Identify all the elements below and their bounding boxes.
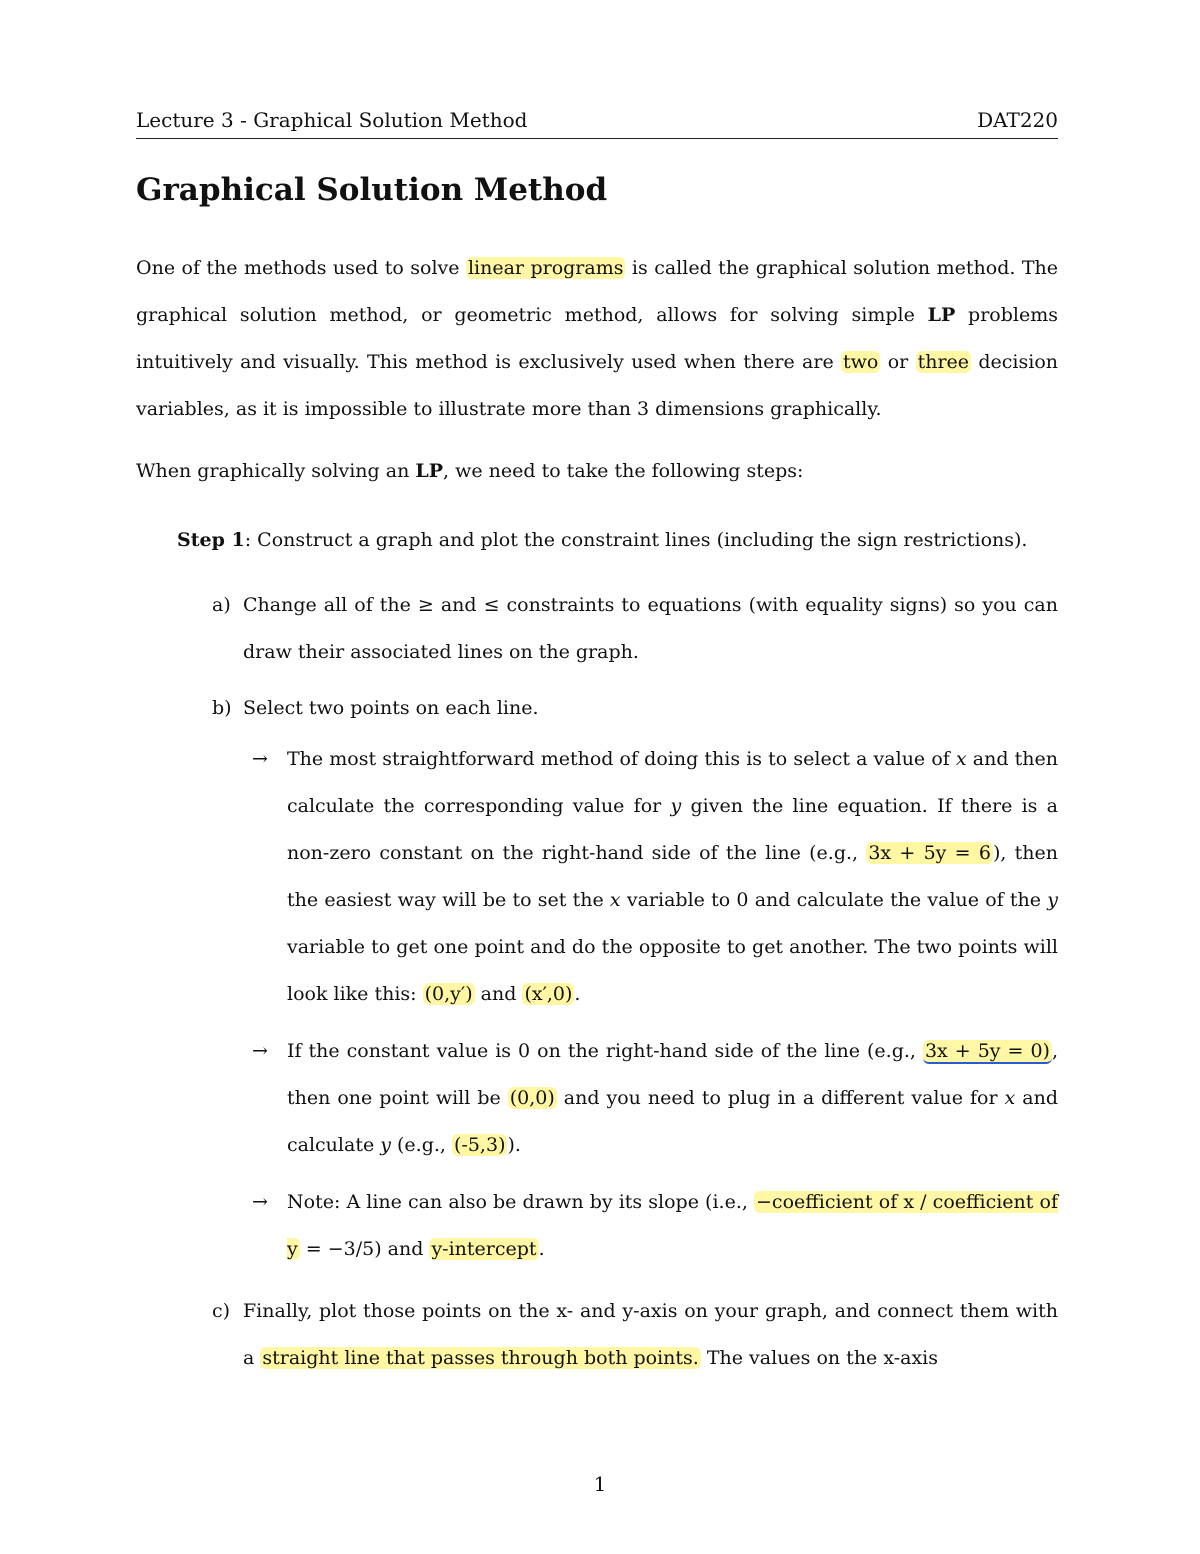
highlight-y-intercept: y-intercept <box>431 1238 537 1260</box>
steps-intro-bold-lp: LP <box>415 460 444 482</box>
highlight-two: two <box>843 351 879 373</box>
b3-text-2: = −3/5) and <box>299 1238 430 1260</box>
arrow-bullet-3-text <box>287 1179 1058 1273</box>
b1-var-y: y <box>670 795 682 817</box>
intro-text-4: or <box>880 351 916 373</box>
b1-text-5: variable to 0 and calculate the value of the <box>620 889 1048 911</box>
b2-text-2: , then one point will be <box>287 1040 1058 1109</box>
arrow-bullet-1-text <box>287 736 1058 1018</box>
highlight-linear-programs: linear programs <box>467 257 624 279</box>
list-marker-c: c) <box>212 1300 231 1322</box>
b2-var-x: x <box>1004 1087 1016 1109</box>
list-item-b-text: Select two points on each line. <box>243 697 539 719</box>
b1-var-x: x <box>955 748 967 770</box>
step-1 <box>177 520 1058 560</box>
steps-intro-paragraph <box>136 448 1058 495</box>
list-item-c <box>212 1288 1058 1382</box>
arrow-bullet-2 <box>252 1028 1058 1169</box>
intro-paragraph <box>136 245 1058 433</box>
b2-text-5: (e.g., <box>390 1134 453 1156</box>
b1-text-8: . <box>574 983 581 1005</box>
intro-bold-lp: LP <box>927 304 956 326</box>
list-item-b <box>212 685 1058 732</box>
step-1-label: Step 1 <box>177 529 245 551</box>
arrow-icon: → <box>252 748 268 770</box>
steps-intro-text-1: When graphically solving an <box>136 460 416 482</box>
page-number: 1 <box>593 1472 607 1496</box>
highlight-point-0-y: (0,y′) <box>424 983 473 1005</box>
arrow-icon: → <box>252 1191 268 1213</box>
header-left: Lecture 3 - Graphical Solution Method <box>136 108 528 132</box>
list-item-c-text <box>243 1288 1058 1382</box>
highlight-straight-line: straight line that passes through both points. <box>262 1347 699 1369</box>
b1-text-3: given the line equation. If there is a non-zero constant on the right-hand side of the line (e.g., <box>287 795 1058 864</box>
b3-text-3: . <box>538 1238 545 1260</box>
b1-var-y-2: y <box>1047 889 1058 911</box>
b1-text-7: and <box>474 983 523 1005</box>
arrow-icon: → <box>252 1040 268 1062</box>
arrow-bullet-1 <box>252 736 1058 1018</box>
intro-text-3: problems intuitively and visually. This method is exclusively used when there are <box>136 304 1058 373</box>
intro-text-5: decision variables, as it is impossible to illustrate more than 3 dimensions graphically. <box>136 351 1058 420</box>
b2-var-y: y <box>380 1134 391 1156</box>
list-marker-b: b) <box>212 697 232 719</box>
highlight-three: three <box>917 351 970 373</box>
b1-text-6: variable to get one point and do the opposite to get another. The two points will look like this: <box>287 936 1058 1005</box>
running-header <box>136 108 1058 139</box>
list-marker-a: a) <box>212 594 231 616</box>
header-right: DAT220 <box>977 108 1058 132</box>
steps-intro-text-2: , we need to take the following steps: <box>443 460 804 482</box>
section-title: Graphical Solution Method <box>136 172 608 208</box>
list-item-a <box>212 582 1058 676</box>
arrow-bullet-2-text <box>287 1028 1058 1169</box>
b1-var-x-2: x <box>609 889 621 911</box>
step-1-text: : Construct a graph and plot the constraint lines (including the sign restrictions). <box>244 529 1028 551</box>
b1-text-4: ), then the easiest way will be to set the <box>287 842 1058 911</box>
highlight-point-0-0: (0,0) <box>509 1087 555 1109</box>
c-text-1: Finally, plot those points on the x- and y-axis on your graph, and connect them with a <box>243 1300 1058 1369</box>
b2-text-6: ). <box>507 1134 521 1156</box>
highlight-equation-0: 3x + 5y = 0) <box>924 1040 1050 1062</box>
b1-text-1: The most straightforward method of doing this is to select a value of <box>287 748 956 770</box>
arrow-bullet-3 <box>252 1179 1058 1273</box>
list-item-a-text: Change all of the ≥ and ≤ constraints to equations (with equality signs) so you can draw their associated lines on the graph. <box>243 594 1058 663</box>
b2-text-4: and calculate <box>287 1087 1058 1156</box>
highlight-point-x-0: (x′,0) <box>524 983 573 1005</box>
b1-text-2: and then calculate the corresponding value for <box>287 748 1058 817</box>
b2-text-1: If the constant value is 0 on the right-hand side of the line (e.g., <box>287 1040 923 1062</box>
highlight-slope: −coefficient of x / coefficient of y <box>287 1191 1058 1260</box>
highlight-point-neg5-3: (-5,3) <box>454 1134 506 1156</box>
highlight-equation-6: 3x + 5y = 6 <box>868 842 991 864</box>
intro-text-1: One of the methods used to solve <box>136 257 466 279</box>
b3-text-1: Note: A line can also be drawn by its slope (i.e., <box>287 1191 755 1213</box>
b2-text-3: and you need to plug in a different value for <box>556 1087 1005 1109</box>
c-text-2: The values on the x-axis <box>700 1347 939 1369</box>
intro-text-2: is called the graphical solution method. The graphical solution method, or geometric method, allows for solving simple <box>136 257 1058 326</box>
